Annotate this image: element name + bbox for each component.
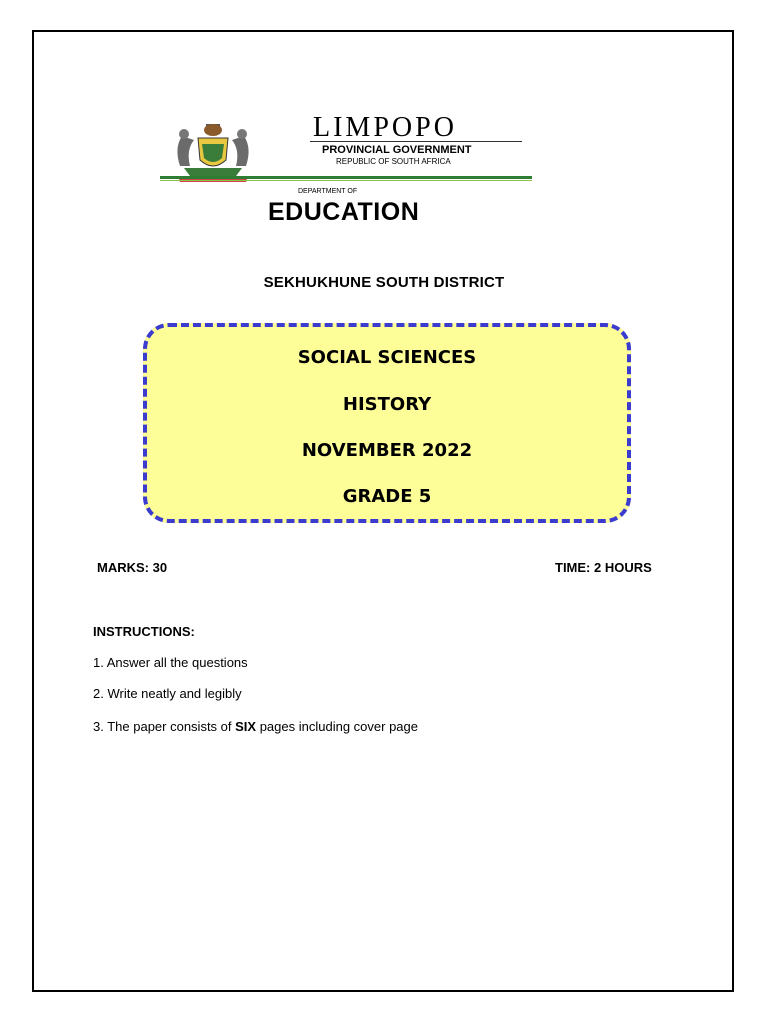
- instruction-3-suffix: pages including cover page: [256, 719, 418, 734]
- government-label: PROVINCIAL GOVERNMENT: [322, 144, 472, 156]
- instruction-3-emphasis: SIX: [235, 719, 257, 734]
- subject-line-2: HISTORY: [342, 394, 432, 415]
- province-title: LIMPOPO: [313, 112, 457, 143]
- instructions-title: INSTRUCTIONS:: [93, 624, 195, 639]
- subject-box: [143, 323, 631, 523]
- department-logo: [160, 104, 566, 236]
- light-divider: [160, 180, 532, 181]
- department-of-label: DEPARTMENT OF: [298, 188, 358, 195]
- instruction-3: [93, 719, 418, 734]
- instruction-2: 2. Write neatly and legibly: [93, 686, 242, 701]
- green-divider: [160, 176, 532, 179]
- time-label: TIME: 2 HOURS: [555, 560, 652, 575]
- coat-of-arms-icon: [177, 124, 248, 182]
- instruction-3-prefix: 3. The paper consists of: [93, 719, 236, 734]
- subject-line-3: NOVEMBER 2022: [301, 440, 473, 461]
- republic-label: REPUBLIC OF SOUTH AFRICA: [336, 157, 451, 166]
- marks-label: MARKS: 30: [97, 560, 168, 575]
- district-name: SEKHUKHUNE SOUTH DISTRICT: [263, 274, 505, 291]
- instruction-1: 1. Answer all the questions: [93, 655, 248, 670]
- subject-line-1: SOCIAL SCIENCES: [297, 347, 477, 368]
- education-label: EDUCATION: [268, 198, 420, 226]
- subject-line-4: GRADE 5: [342, 486, 432, 507]
